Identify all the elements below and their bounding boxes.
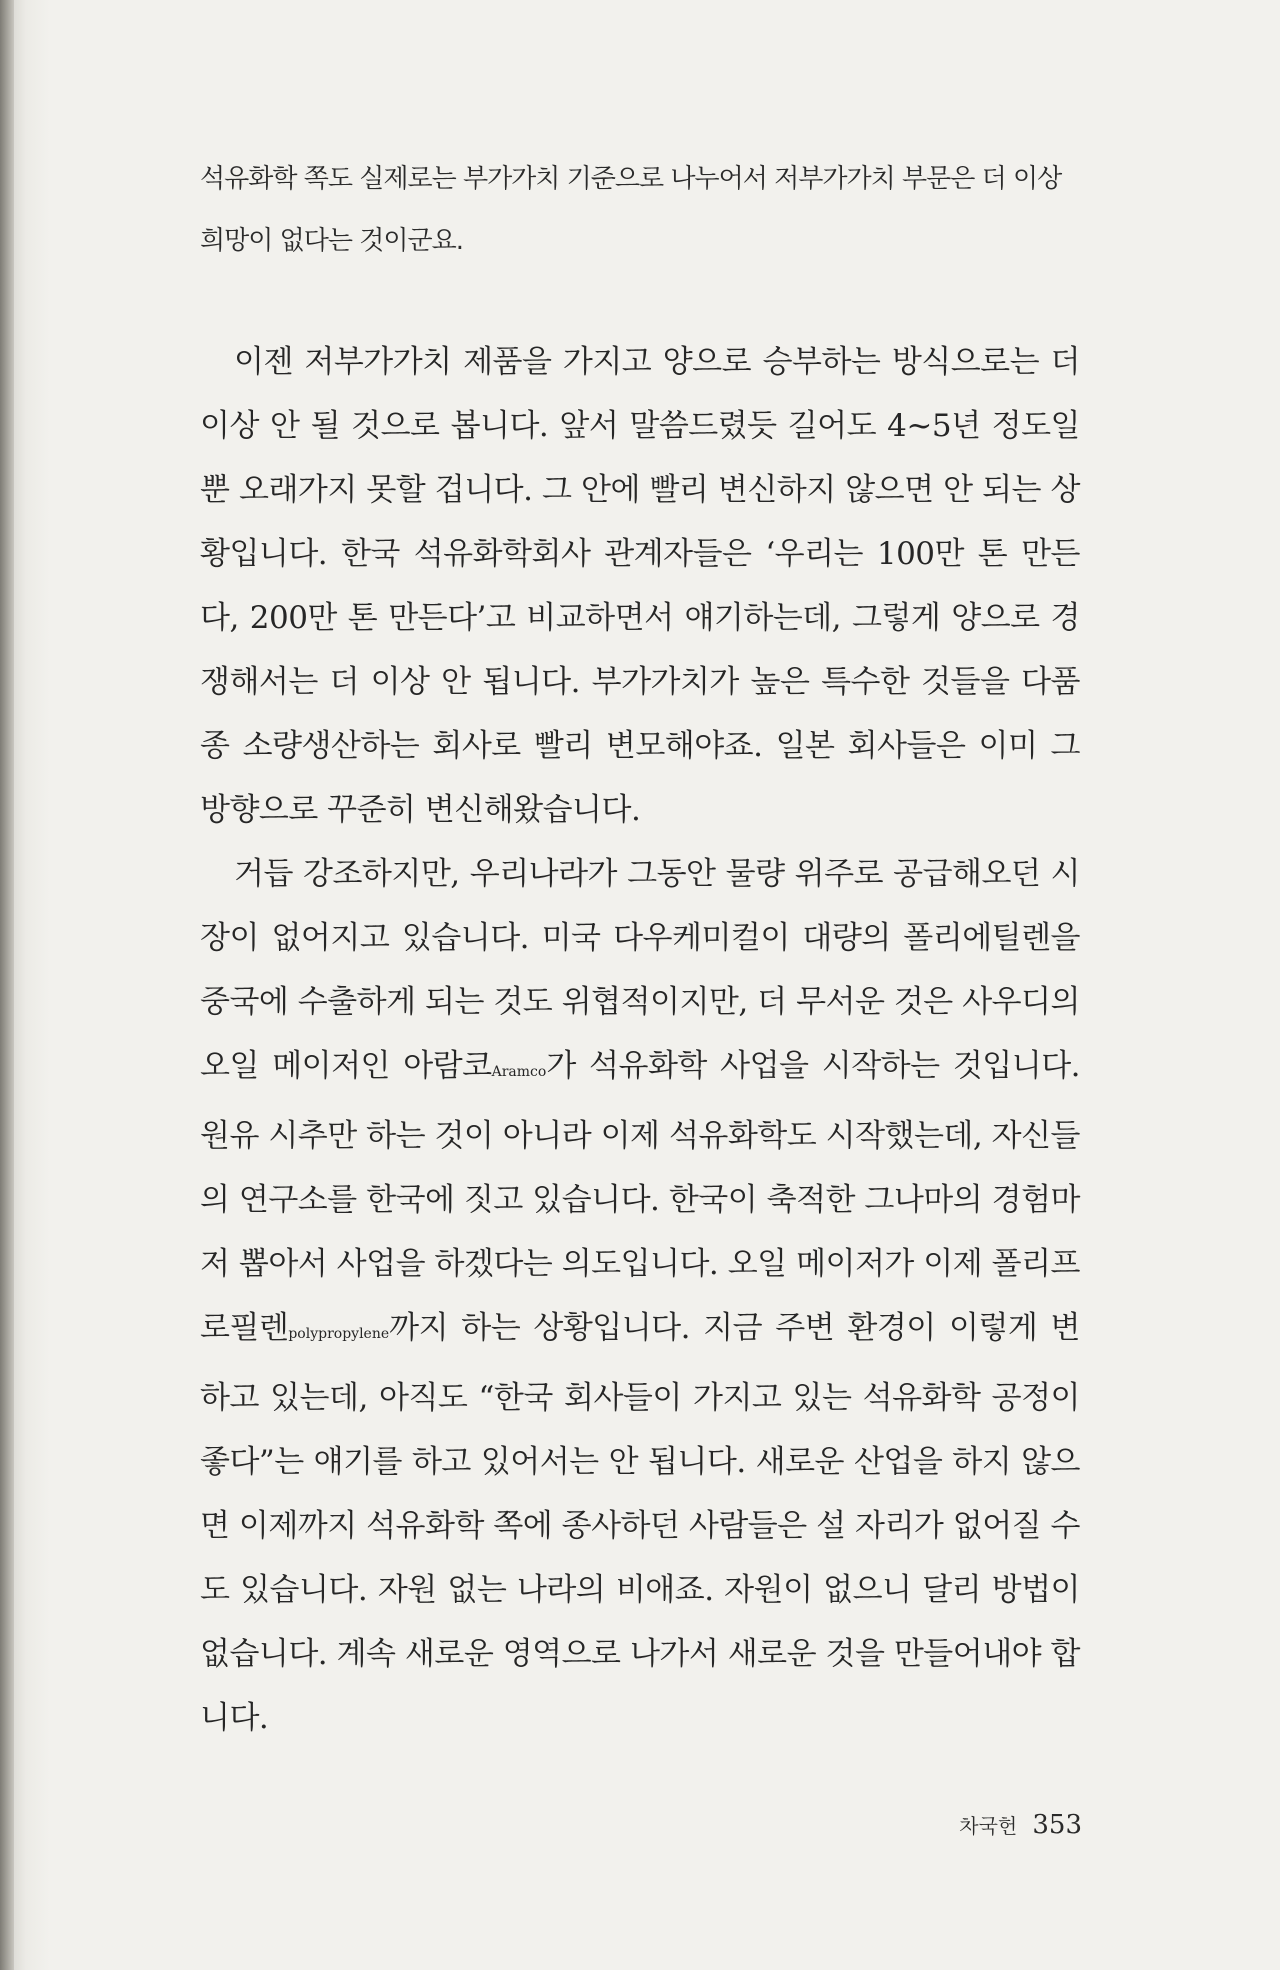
answer-body (200, 330, 1080, 1750)
page-number: 353 (1032, 1810, 1082, 1840)
interviewer-question: 석유화학 쪽도 실제로는 부가가치 기준으로 나누어서 저부가가치 부문은 더 이상 희망이 없다는 것이군요. (200, 164, 1062, 256)
answer-paragraph-2 (200, 842, 1080, 1750)
page-footer (959, 1810, 1082, 1840)
running-footer-name: 차국헌 (959, 1814, 1018, 1838)
aramco-annotation: Aramco (491, 1064, 547, 1080)
paragraph-2-part-2: 가 석유화학 사업을 시작하는 것입니다. 원유 시추만 하는 것이 아니라 이제 석유화학도 시작했는데, 자신들의 연구소를 한국에 짓고 있습니다. 한국이 축적한 그나마의 경험마저 뽑아서 사업을 하겠다는 의도입니다. 오일 메이저가 이제 폴리프로필렌 (200, 1048, 1080, 1346)
answer-paragraph-1: 이젠 저부가가치 제품을 가지고 양으로 승부하는 방식으로는 더 이상 안 될 것으로 봅니다. 앞서 말씀드렸듯 길어도 4~5년 정도일 뿐 오래가지 못할 겁니다. 그 안에 빨리 변신하지 않으면 안 되는 상황입니다. 한국 석유화학회사 관계자들은 ‘우리는 100만 톤 만든다, 200만 톤 만든다’고 비교하면서 얘기하는데, 그렇게 양으로 경쟁해서는 더 이상 안 됩니다. 부가가치가 높은 특수한 것들을 다품종 소량생산하는 회사로 빨리 변모해야죠. 일본 회사들은 이미 그 방향으로 꾸준히 변신해왔습니다. (200, 344, 1080, 828)
polypropylene-annotation: polypropylene (288, 1326, 390, 1342)
paragraph-2-part-1: 거듭 강조하지만, 우리나라가 그동안 물량 위주로 공급해오던 시장이 없어지고 있습니다. 미국 다우케미컬이 대량의 폴리에틸렌을 중국에 수출하게 되는 것도 위협적이지만, 더 무서운 것은 사우디의 오일 메이저인 아람코 (200, 856, 1080, 1084)
binding-shadow (0, 0, 14, 1970)
paragraph-2-part-3: 까지 하는 상황입니다. 지금 주변 환경이 이렇게 변하고 있는데, 아직도 “한국 회사들이 가지고 있는 석유화학 공정이 좋다”는 얘기를 하고 있어서는 안 됩니다. 새로운 산업을 하지 않으면 이제까지 석유화학 쪽에 종사하던 사람들은 설 자리가 없어질 수도 있습니다. 자원 없는 나라의 비애죠. 자원이 없으니 달리 방법이 없습니다. 계속 새로운 영역으로 나가서 새로운 것을 만들어내야 합니다. (200, 1310, 1080, 1736)
